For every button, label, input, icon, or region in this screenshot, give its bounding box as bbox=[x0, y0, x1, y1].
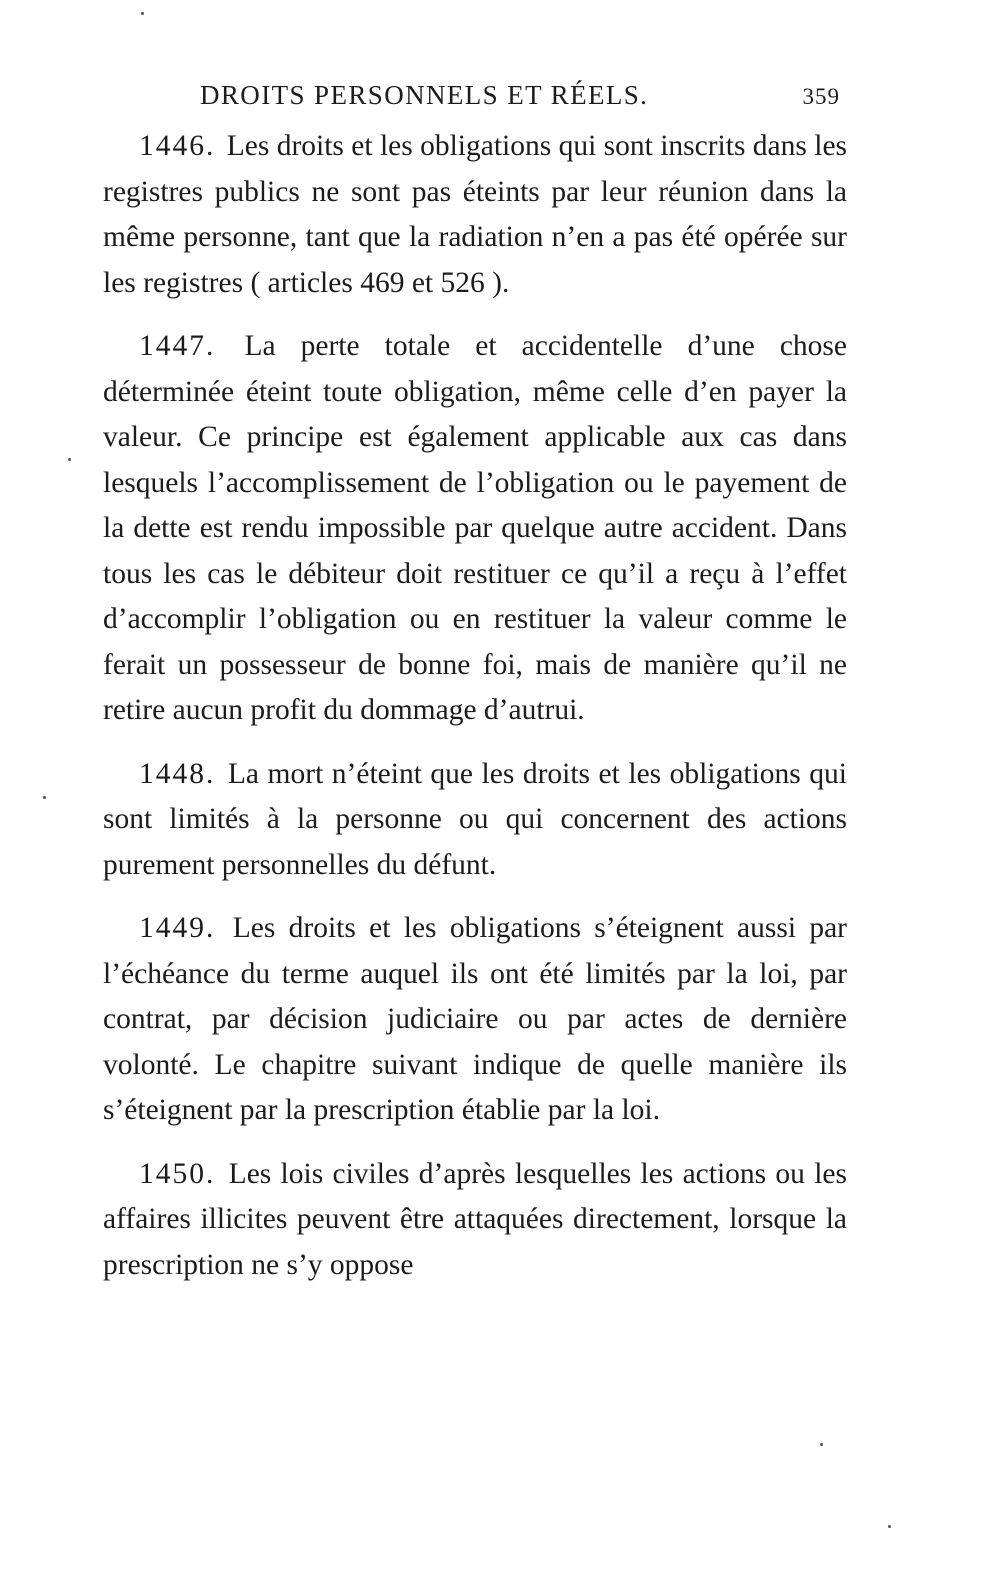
article-1447 bbox=[103, 324, 847, 734]
article-1446 bbox=[103, 124, 847, 306]
article-number: 1449. bbox=[139, 912, 216, 944]
article-number: 1448. bbox=[139, 757, 216, 790]
paper-speck bbox=[43, 796, 46, 799]
article-text: Les droits et les obligations s’éteignent aussi par l’échéance du terme auquel ils ont été limités par la loi, par contrat, par décision judiciaire ou par actes de dernière volonté. Le chapitre suivant indique de quelle manière ils s’éteignent par la prescription établie par la loi. bbox=[103, 912, 848, 1126]
article-1449 bbox=[103, 906, 847, 1134]
article-number: 1447. bbox=[139, 330, 216, 362]
article-1448 bbox=[103, 752, 847, 889]
article-text: La mort n’éteint que les droits et les obligations qui sont limités à la personne ou qui concernent des actions purement personnelles du défunt. bbox=[103, 757, 847, 881]
article-number: 1446. bbox=[139, 130, 216, 162]
paper-speck bbox=[820, 1443, 823, 1446]
running-head bbox=[200, 80, 840, 120]
running-title: DROITS PERSONNELS ET RÉELS. bbox=[200, 80, 649, 110]
paper-speck bbox=[141, 12, 144, 15]
article-text: Les droits et les obligations qui sont inscrits dans les registres publics ne sont pas éteints par leur réunion dans la même personne, tant que la radiation n’en a pas été opérée sur les registres ( articles 469 et 526 ). bbox=[103, 130, 848, 299]
body-text bbox=[103, 124, 847, 1306]
article-text: La perte totale et accidentelle d’une chose déterminée éteint toute obligation, même celle d’en payer la valeur. Ce principe est également applicable aux cas dans lesquels l’accomplissement de l’obligation ou le payement de la dette est rendu impossible par quelque autre accident. Dans tous les cas le débiteur doit restituer ce qu’il a reçu à l’effet d’accomplir l’obligation ou en restituer la valeur comme le ferait un possesseur de bonne foi, mais de manière qu’il ne retire aucun profit du dommage d’autrui. bbox=[103, 330, 847, 726]
article-number: 1450. bbox=[139, 1157, 216, 1190]
paper-speck bbox=[888, 1525, 891, 1528]
article-text: Les lois civiles d’après lesquelles les actions ou les affaires illicites peuvent être attaquées directement, lorsque la prescription ne s’y oppose bbox=[103, 1157, 847, 1281]
article-1450 bbox=[103, 1152, 847, 1289]
paper-speck bbox=[68, 458, 71, 461]
page-number: 359 bbox=[802, 84, 840, 109]
